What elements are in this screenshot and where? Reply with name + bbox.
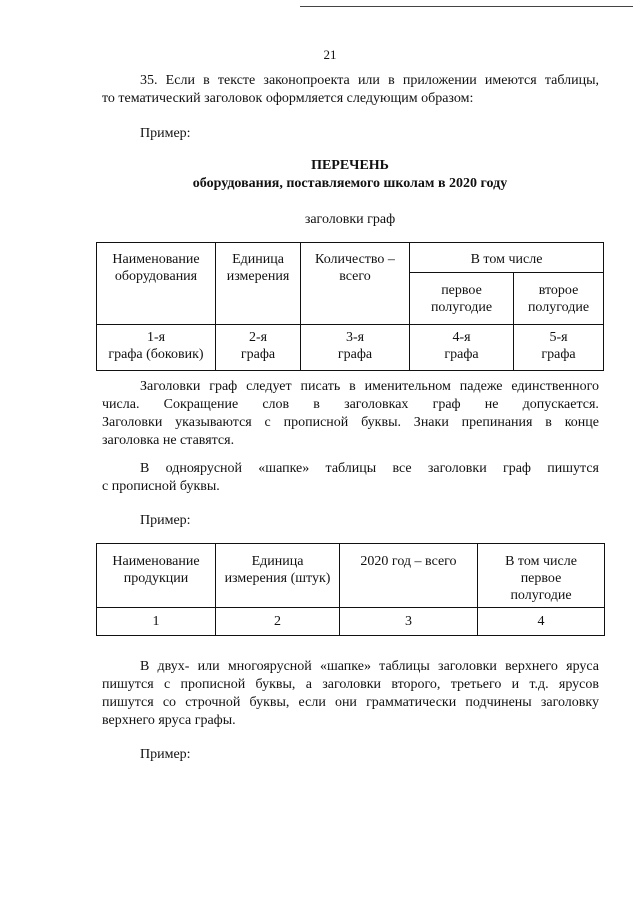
- paragraph-4-line-2: пишутся с прописной буквы, а заголовки второго, третьего и т.д. ярусов: [102, 677, 599, 692]
- table-1-header-col-5: второе полугодие: [514, 273, 604, 325]
- paragraph-3-line-2: с прописной буквы.: [102, 479, 220, 494]
- table-1-cell-col-3: 3-я графа: [301, 325, 410, 371]
- table-1-header-col-4: первое полугодие: [410, 273, 514, 325]
- table-1-header-col-1: Наименование оборудования: [97, 243, 216, 325]
- table-2-header-col-4: В том числе первое полугодие: [478, 544, 605, 608]
- heading-title: ПЕРЕЧЕНЬ: [311, 158, 389, 173]
- paragraph-4-line-1: В двух- или многоярусной «шапке» таблицы заголовки верхнего яруса: [140, 659, 599, 674]
- example-label-2: Пример:: [140, 513, 191, 528]
- heading-subtitle: оборудования, поставляемого школам в 2020 году: [192, 176, 508, 191]
- paragraph-2-line-3: Заголовки указываются с прописной буквы. Знаки препинания в конце: [102, 415, 599, 430]
- table-1-header-col-2: Единица измерения: [216, 243, 301, 325]
- top-rule: [300, 6, 633, 7]
- table-2-header-col-1: Наименование продукции: [97, 544, 216, 608]
- paragraph-35-line-1: 35. Если в тексте законопроекта или в приложении имеются таблицы,: [140, 73, 599, 88]
- table-2-cell-col-1: 1: [97, 608, 216, 636]
- table-2-header-col-2: Единица измерения (штук): [216, 544, 340, 608]
- example-label-1: Пример:: [140, 126, 191, 141]
- example-label-3: Пример:: [140, 747, 191, 762]
- table-1-cell-col-2: 2-я графа: [216, 325, 301, 371]
- table-1-header-in-total: В том числе: [410, 243, 604, 273]
- table-2-cell-col-3: 3: [340, 608, 478, 636]
- page-number: 21: [323, 47, 337, 62]
- table-1: [96, 242, 604, 371]
- paragraph-2-line-2: числа. Сокращение слов в заголовках граф не допускается.: [102, 397, 599, 412]
- table-1-cell-col-4: 4-я графа: [410, 325, 514, 371]
- table-2-cell-col-2: 2: [216, 608, 340, 636]
- column-headers-caption: заголовки граф: [304, 212, 396, 227]
- paragraph-2-line-4: заголовка не ставятся.: [102, 433, 235, 448]
- table-2-cell-col-4: 4: [478, 608, 605, 636]
- paragraph-35-line-2: то тематический заголовок оформляется следующим образом:: [102, 91, 474, 106]
- table-2: [96, 543, 605, 636]
- table-1-cell-col-5: 5-я графа: [514, 325, 604, 371]
- paragraph-3-line-1: В одноярусной «шапке» таблицы все заголовки граф пишутся: [140, 461, 599, 476]
- paragraph-4-line-4: верхнего яруса графы.: [102, 713, 236, 728]
- paragraph-4-line-3: пишутся со строчной буквы, если они грамматически подчинены заголовку: [102, 695, 599, 710]
- paragraph-2-line-1: Заголовки граф следует писать в именительном падеже единственного: [140, 379, 599, 394]
- table-2-header-col-3: 2020 год – всего: [340, 544, 478, 608]
- table-1-cell-col-1: 1-я графа (боковик): [97, 325, 216, 371]
- table-1-header-col-3: Количество – всего: [301, 243, 410, 325]
